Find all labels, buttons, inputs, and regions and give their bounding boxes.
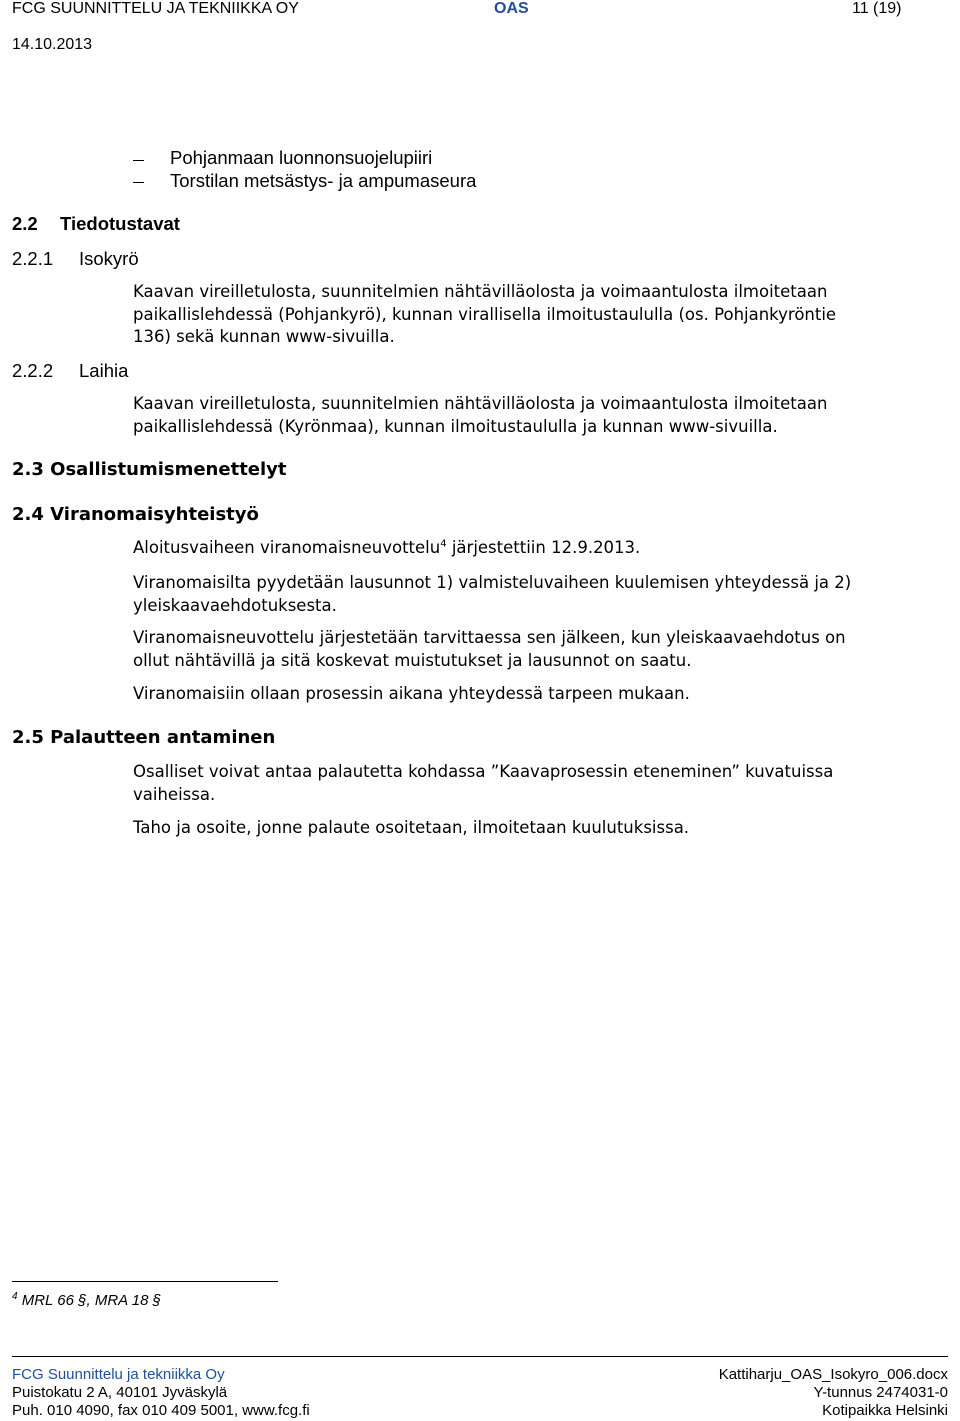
text-line: paikallislehdessä (Kyrönmaa), kunnan ilmoitustaululla ja kunnan www-sivuilla. <box>133 416 778 436</box>
footer-business-id: Y-tunnus 2474031-0 <box>813 1384 948 1401</box>
footer-address: Puistokatu 2 A, 40101 Jyväskylä <box>12 1384 228 1401</box>
list-item: Pohjanmaan luonnonsuojelupiiri <box>170 147 433 168</box>
text-span: Aloitusvaiheen viranomaisneuvottelu <box>133 538 441 557</box>
header-doc-title: OAS <box>494 0 529 17</box>
text-line: Kaavan vireilletulosta, suunnitelmien nähtävilläolosta ja voimaantulosta ilmoitetaan <box>133 282 828 301</box>
text-line: Osalliset voivat antaa palautetta kohdassa ”Kaavaprosessin eteneminen” kuvatuissa <box>133 762 834 781</box>
footnote-number: 4 <box>12 1291 18 1302</box>
viranomais-p3 <box>133 627 948 672</box>
section-heading: 2.5 Palautteen antaminen <box>12 727 276 748</box>
palaute-p2: Taho ja osoite, jonne palaute osoitetaan, ilmoitetaan kuulutuksissa. <box>133 818 690 837</box>
text-line: paikallislehdessä (Pohjankyrö), kunnan virallisella ilmoitustaululla (os. Pohjankyröntie <box>133 304 837 324</box>
subsection-title: Isokyrö <box>79 248 139 269</box>
text-line: Viranomaisneuvottelu järjestetään tarvittaessa sen jälkeen, kun yleiskaavaehdotus on <box>133 628 846 647</box>
subsection-number: 2.2.1 <box>12 248 54 269</box>
palaute-p1 <box>133 761 948 806</box>
text-span: järjestettiin 12.9.2013. <box>446 538 641 557</box>
section-heading: 2.3 Osallistumismenettelyt <box>12 459 287 480</box>
list-dash <box>133 182 144 183</box>
section-number: 2.2 <box>12 213 38 234</box>
text-line: 136) sekä kunnan www-sivuilla. <box>133 327 395 346</box>
list-item: Torstilan metsästys- ja ampumaseura <box>170 170 477 191</box>
viranomais-p1 <box>133 537 948 560</box>
header-date: 14.10.2013 <box>12 36 93 53</box>
footnote-text: MRL 66 §, MRA 18 § <box>17 1292 161 1309</box>
subsection-title: Laihia <box>79 360 129 381</box>
footnote <box>12 1292 161 1309</box>
viranomais-p4: Viranomaisiin ollaan prosessin aikana yhteydessä tarpeen mukaan. <box>133 684 690 703</box>
header-page-number: 11 (19) <box>852 0 902 17</box>
footer-filename: Kattiharju_OAS_Isokyro_006.docx <box>718 1366 948 1383</box>
laihia-paragraph <box>133 393 948 438</box>
text-line: vaiheissa. <box>133 784 216 804</box>
text-line: ollut nähtävillä ja sitä koskevat muistutukset ja lausunnot on saatu. <box>133 650 692 670</box>
isokyro-paragraph <box>133 281 948 349</box>
section-heading: 2.4 Viranomaisyhteistyö <box>12 504 259 525</box>
viranomais-p2 <box>133 572 948 617</box>
footer-separator <box>12 1356 948 1357</box>
subsection-number: 2.2.2 <box>12 360 54 381</box>
footnote-separator <box>12 1281 278 1282</box>
footer-domicile: Kotipaikka Helsinki <box>822 1402 948 1419</box>
text-line: Viranomaisilta pyydetään lausunnot 1) valmisteluvaiheen kuulemisen yhteydessä ja 2) <box>133 573 852 592</box>
list-dash <box>133 160 144 161</box>
header-company: FCG SUUNNITTELU JA TEKNIIKKA OY <box>12 0 299 17</box>
footer-company: FCG Suunnittelu ja tekniikka Oy <box>12 1366 225 1383</box>
text-line: yleiskaavaehdotuksesta. <box>133 595 337 615</box>
section-title: Tiedotustavat <box>60 213 180 234</box>
footer-contact: Puh. 010 4090, fax 010 409 5001, www.fcg.fi <box>12 1402 310 1419</box>
text-line: Kaavan vireilletulosta, suunnitelmien nähtävilläolosta ja voimaantulosta ilmoitetaan <box>133 394 828 413</box>
footnote-ref: 4 <box>440 538 447 550</box>
